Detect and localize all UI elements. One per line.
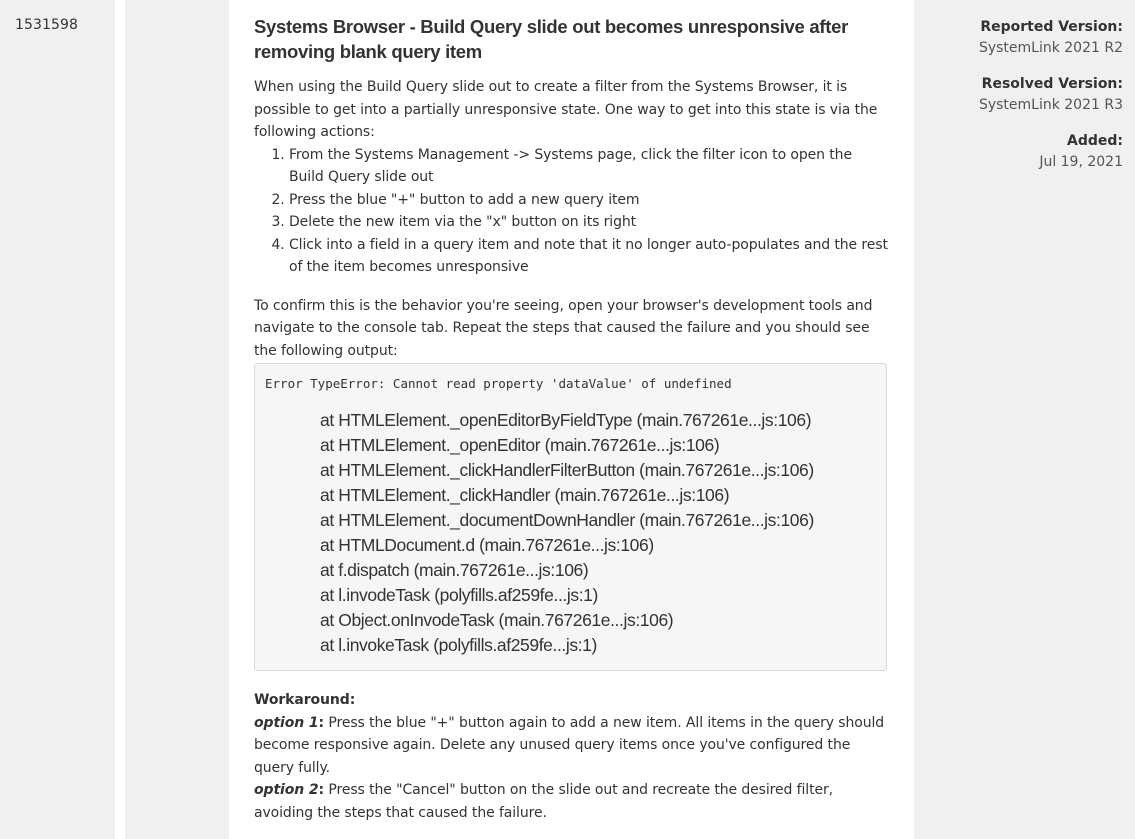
stack-trace-line: at HTMLElement._documentDownHandler (main.767261e...js:106) <box>320 510 814 530</box>
added-value: Jul 19, 2021 <box>1039 154 1123 170</box>
resolved-version-label: Resolved Version: <box>981 76 1123 92</box>
bug-id-cell <box>0 0 115 839</box>
workaround-heading: Workaround: <box>254 692 356 708</box>
workaround-option-2: option 2: Press the "Cancel" button on the slide out and recreate the desired filter, avoiding the steps that caused the failure. <box>254 782 833 821</box>
stack-trace-line: at f.dispatch (main.767261e...js:106) <box>320 560 589 580</box>
stack-trace-line: at l.invokeTask (polyfills.af259fe...js:1) <box>320 635 597 655</box>
stack-trace-line: at Object.onInvodeTask (main.767261e...js:106) <box>320 610 674 630</box>
column-divider <box>904 0 914 839</box>
step-item: 1. From the Systems Management -> Systems page, click the filter icon to open the Build Query slide out <box>289 144 890 189</box>
stack-trace-line: at HTMLElement._clickHandler (main.767261e...js:106) <box>320 485 730 505</box>
step-item: 4. Click into a field in a query item and note that it no longer auto-populates and the rest of the item becomes unresponsive <box>289 234 890 279</box>
reported-version-label: Reported Version: <box>980 19 1123 35</box>
stack-trace-line: at HTMLDocument.d (main.767261e...js:106) <box>320 535 654 555</box>
intro-paragraph: When using the Build Query slide out to create a filter from the Systems Browser, it is possible to get into a partially unresponsive state. One way to get into this state is via the following actions: <box>254 79 878 140</box>
column-divider <box>229 0 239 839</box>
workaround-option-1: option 1: Press the blue "+" button again to add a new item. All items in the query should become responsive again. Delete any unused query items once you've configured the query fully. <box>254 714 885 776</box>
option-2-text: Press the "Cancel" button on the slide out and recreate the desired filter, avoiding the steps that caused the failure. <box>254 782 833 821</box>
metadata-cell <box>914 0 1135 839</box>
reported-version-value: SystemLink 2021 R2 <box>978 40 1123 56</box>
added-date <box>1039 131 1123 173</box>
error-line: Error TypeError: Cannot read property 'dataValue' of undefined <box>265 376 732 391</box>
stack-trace-line: at l.invodeTask (polyfills.af259fe...js:1) <box>320 585 598 605</box>
resolved-version <box>979 74 1123 116</box>
bug-title: Systems Browser - Build Query slide out becomes unresponsive after removing blank query item <box>254 16 848 62</box>
reported-version <box>979 17 1123 59</box>
reproduction-steps <box>254 144 890 279</box>
console-output-block <box>254 363 887 671</box>
added-label: Added: <box>1067 133 1123 149</box>
confirm-paragraph: To confirm this is the behavior you're seeing, open your browser's development tools and navigate to the console tab. Repeat the steps that caused the failure and you should see the following output: <box>254 297 873 359</box>
option-1-text: Press the blue "+" button again to add a new item. All items in the query should become responsive again. Delete any unused query items once you've configured the query fully. <box>254 714 885 776</box>
stack-trace-line: at HTMLElement._openEditor (main.767261e...js:106) <box>320 435 720 455</box>
step-item: 2. Press the blue "+" button to add a new query item <box>289 189 890 212</box>
stack-trace-line: at HTMLElement._clickHandlerFilterButton (main.767261e...js:106) <box>320 460 814 480</box>
bug-id: 1531598 <box>15 17 79 33</box>
option-2-label: option 2 <box>254 782 319 798</box>
blank-cell <box>125 0 229 839</box>
column-divider <box>115 0 125 839</box>
stack-trace-line: at HTMLElement._openEditorByFieldType (main.767261e...js:106) <box>320 410 812 430</box>
description-content <box>254 14 890 824</box>
workaround-section <box>254 689 890 824</box>
step-item: 3. Delete the new item via the "x" button on its right <box>289 211 890 234</box>
resolved-version-value: SystemLink 2021 R3 <box>978 97 1123 113</box>
option-1-label: option 1 <box>254 714 319 731</box>
description-cell <box>239 0 904 839</box>
